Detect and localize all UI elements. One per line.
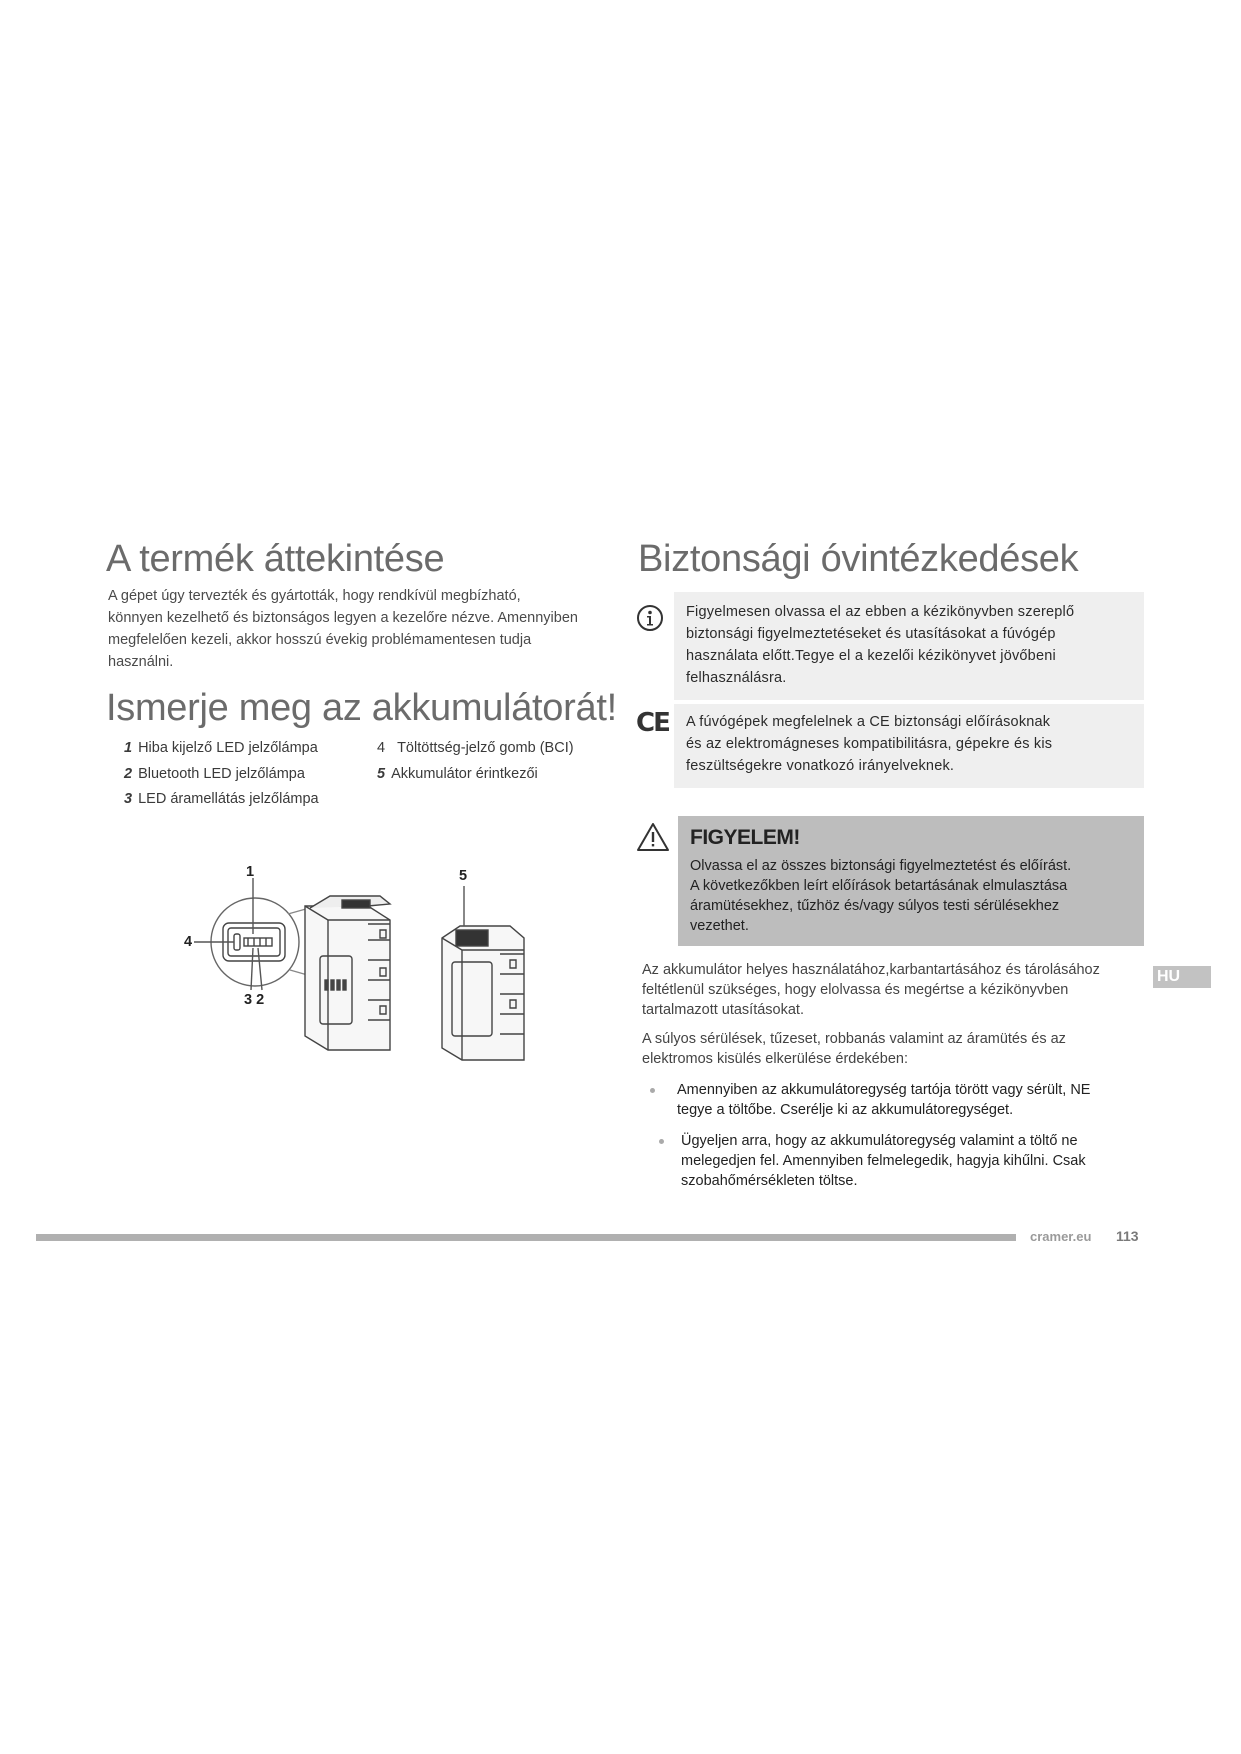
warning-text: Olvassa el az összes biztonsági figyelmeztetést és előírást. A következőkben leírt előírások betartásának elmulasztása áramütésekhez, tűzhöz és/vagy súlyos testi sérülésekhez vezethet. [690,858,1072,934]
battery-illustration [180,860,550,1075]
avoidance-paragraph: A súlyos sérülések, tűzeset, robbanás valamint az áramütés és az elektromos kisülés elkerülése érdekében: [642,1031,1066,1067]
battery-subtitle: Ismerje meg az akkumulátorát! [106,687,617,729]
overview-intro: A gépet úgy tervezték és gyártották, hogy rendkívül megbízható, könnyen kezelhető és biztonságos legyen a kezelőre nézve. Amennyiben megfelelően kezeli, akkor hosszú évekig problémamentesen tudja használni. [108,588,578,670]
warning-title: FIGYELEM! [690,826,800,849]
footer-bar [36,1234,1016,1241]
figure-label-1: 1 [246,864,255,880]
page-number: 113 [1116,1228,1139,1244]
figure-label-5: 5 [459,868,468,884]
part-item-5: 5 Akkumulátor érintkezői [377,766,538,782]
info-icon [636,604,664,632]
part-item-3: 3 LED áramellátás jelzőlámpa [124,791,319,807]
bullet-dot [659,1139,664,1144]
safety-title: Biztonsági óvintézkedések [638,538,1079,580]
footer-site: cramer.eu [1030,1229,1092,1244]
part-item-2: 2 Bluetooth LED jelzőlámpa [124,766,305,782]
warning-triangle-icon [636,822,670,852]
bullet-item-2: Ügyeljen arra, hogy az akkumulátoregység valamint a töltő ne melegedjen fel. Amennyiben felmelegedik, hagyja kihűlni. Csak szobahőmérsékleten töltse. [681,1133,1086,1189]
ce-mark-icon: CE [636,708,669,738]
battery-figure [180,860,550,1075]
bullet-dot [650,1088,655,1093]
language-tab: HU [1153,966,1211,988]
part-item-1: 1 Hiba kijelző LED jelzőlámpa [124,740,318,756]
part-item-4: 4 Töltöttség-jelző gomb (BCI) [377,740,574,756]
figure-label-4: 4 [184,934,193,950]
warning-box [678,816,1144,946]
figure-label-3-2: 3 2 [244,992,265,1008]
ce-box: A fúvógépek megfelelnek a CE biztonsági előírásoknak és az elektromágneses kompatibilitásra, gépekre és kis feszültségekre vonatkozó irányelveknek. [674,704,1144,788]
overview-title: A termék áttekintése [106,538,445,580]
info-box: Figyelmesen olvassa el az ebben a kézikönyvben szereplő biztonsági figyelmeztetéseket és utasításokat a fúvógép használata előtt.Tegye el a kezelői kézikönyvet jövőbeni felhasználásra. [674,592,1144,700]
bullet-item-1: Amennyiben az akkumulátoregység tartója törött vagy sérült, NE tegye a töltőbe. Cserélje ki az akkumulátoregységet. [677,1082,1091,1118]
usage-paragraph: Az akkumulátor helyes használatához,karbantartásához és tárolásához feltétlenül szükséges, hogy elolvassa és megértse a kézikönyvben tartalmazott utasításokat. [642,962,1100,1018]
